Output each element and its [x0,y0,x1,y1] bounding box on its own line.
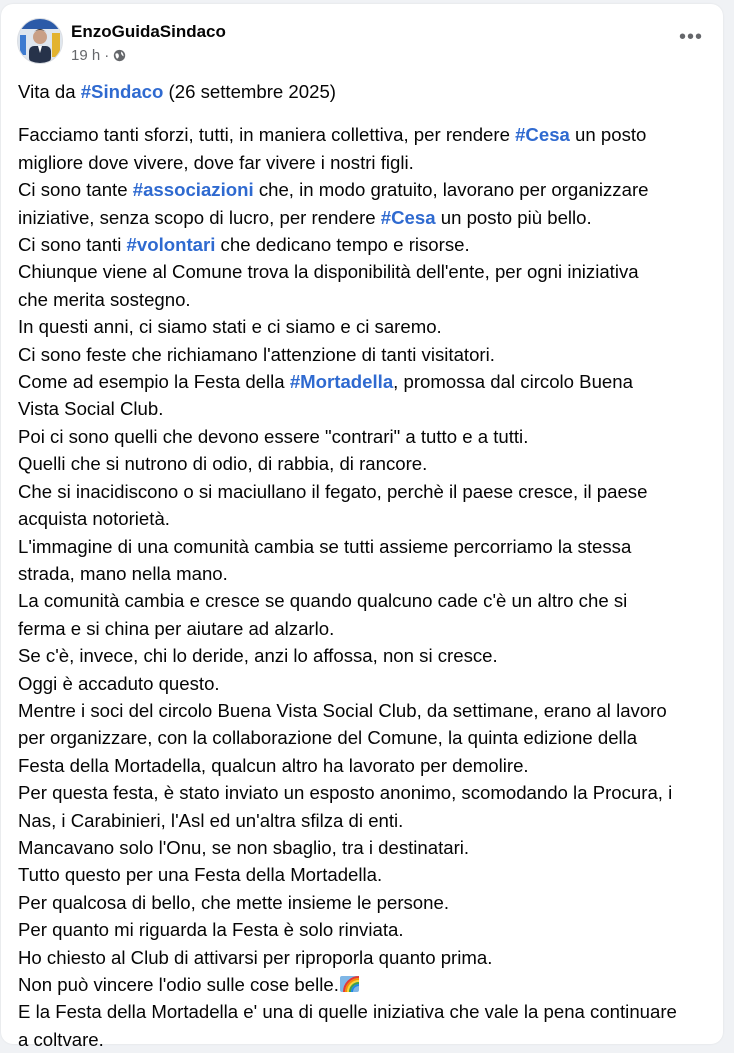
post-meta [71,47,126,64]
post-line [18,505,708,532]
hashtag-link[interactable]: #Cesa [515,124,570,146]
line-text: E la Festa della Mortadella e' una di quelle iniziativa che vale la pena continuare [18,1001,677,1023]
line-text: iniziative, senza scopo di lucro, per rendere [18,206,381,228]
post-line [18,204,708,231]
post-line [18,916,708,943]
post-card [1,4,723,1050]
line-text: Ci sono tante [18,179,133,201]
post-line [18,286,708,313]
post-line [18,368,708,395]
post-line [18,313,708,340]
line-text: Per questa festa, è stato inviato un esposto anonimo, scomodando la Procura, i [18,782,673,804]
post-time[interactable]: 19 h [71,47,101,64]
post-header [17,18,707,68]
post-line [18,889,708,916]
line-text: L'immagine di una comunità cambia se tutti assieme percorriamo la stessa [18,535,632,557]
line-text: che dedicano tempo e risorse. [215,234,470,256]
post-line [18,1026,708,1053]
post-line [18,478,708,505]
post-line [18,587,708,614]
post-line [18,697,708,724]
post-line [18,450,708,477]
line-text: Festa della Mortadella, qualcun altro ha lavorato per demolire. [18,754,529,776]
line-text: Come ad esempio la Festa della [18,371,290,393]
post-line [18,779,708,806]
line-text: Nas, i Carabinieri, l'Asl ed un'altra sfilza di enti. [18,809,404,831]
post-line [18,176,708,203]
line-text: La comunità cambia e cresce se quando qualcuno cade c'è un altro che si [18,590,628,612]
more-options-icon[interactable]: ••• [678,26,703,48]
line-text: Non può vincere l'odio sulle cose belle. [18,974,339,995]
post-body [18,78,708,1053]
post-line [18,258,708,285]
line-text: Poi ci sono quelli che devono essere "contrari" a tutto e a tutti. [18,425,529,447]
hashtag-link[interactable]: #Mortadella [289,371,394,393]
line-text: Ci sono feste che richiamano l'attenzione di tanti visitatori. [18,343,495,365]
post-line [18,533,708,560]
author-name[interactable]: EnzoGuidaSindaco [71,22,226,41]
post-line [18,121,708,148]
post-title [18,78,708,105]
post-line [18,971,708,998]
line-text: Chiunque viene al Comune trova la disponibilità dell'ente, per ogni iniziativa [18,261,639,283]
post-line [18,724,708,751]
line-text: Mancavano solo l'Onu, se non sbaglio, tra i destinatari. [18,836,470,858]
line-text: In questi anni, ci siamo stati e ci siamo e ci saremo. [18,316,442,338]
line-text: ferma e si china per aiutare ad alzarlo. [18,617,335,639]
line-text: Ho chiesto al Club di attivarsi per riproporla quanto prima. [18,946,493,968]
post-line [18,341,708,368]
line-text: Mentre i soci del circolo Buena Vista Social Club, da settimane, erano al lavoro [18,699,667,721]
line-text: che merita sostegno. [18,288,191,310]
rainbow-emoji-icon [340,976,359,992]
line-text: strada, mano nella mano. [18,562,228,584]
line-text: Quelli che si nutrono di odio, di rabbia, di rancore. [18,453,428,475]
hashtag-link[interactable]: #volontari [126,234,216,256]
meta-separator: · [104,47,110,64]
hashtag-link[interactable]: #Cesa [380,206,436,228]
line-text: Che si inacidiscono o si maciullano il fegato, perchè il paese cresce, il paese [18,480,648,502]
post-line [18,998,708,1025]
line-text: Per qualcosa di bello, che mette insieme le persone. [18,891,449,913]
line-text: Se c'è, invece, chi lo deride, anzi lo affossa, non si cresce. [18,645,498,667]
hashtag-sindaco[interactable]: #Sindaco [80,81,164,102]
post-line [18,752,708,779]
post-line [18,807,708,834]
post-line [18,231,708,258]
line-text: , promossa dal circolo Buena [393,371,633,393]
post-line [18,670,708,697]
line-text: Per quanto mi riguarda la Festa è solo rinviata. [18,919,404,941]
line-text: Vista Social Club. [18,398,164,420]
post-line [18,834,708,861]
line-text: un posto più bello. [435,206,592,228]
title-prefix: Vita da [18,81,81,102]
line-text: acquista notorietà. [18,508,170,530]
post-line [18,395,708,422]
line-text: un posto [569,124,647,146]
line-text: migliore dove vivere, dove far vivere i nostri figli. [18,151,414,173]
title-date: (26 settembre 2025) [163,81,336,102]
post-line [18,944,708,971]
post-line [18,642,708,669]
globe-icon[interactable] [113,49,126,62]
post-line [18,861,708,888]
author-avatar[interactable] [17,18,63,64]
post-line [18,149,708,176]
line-text: Facciamo tanti sforzi, tutti, in maniera collettiva, per rendere [18,124,516,146]
line-text: Oggi è accaduto questo. [18,672,220,694]
post-line [18,615,708,642]
avatar-image [18,19,62,63]
post-line [18,560,708,587]
hashtag-link[interactable]: #associazioni [132,179,254,201]
line-text: per organizzare, con la collaborazione del Comune, la quinta edizione della [18,727,638,749]
post-text [18,121,708,1053]
line-text: Ci sono tanti [18,234,127,256]
line-text: che, in modo gratuito, lavorano per organizzare [253,179,649,201]
line-text: a coltvare. [18,1028,104,1050]
post-line [18,423,708,450]
line-text: Tutto questo per una Festa della Mortadella. [18,864,383,886]
